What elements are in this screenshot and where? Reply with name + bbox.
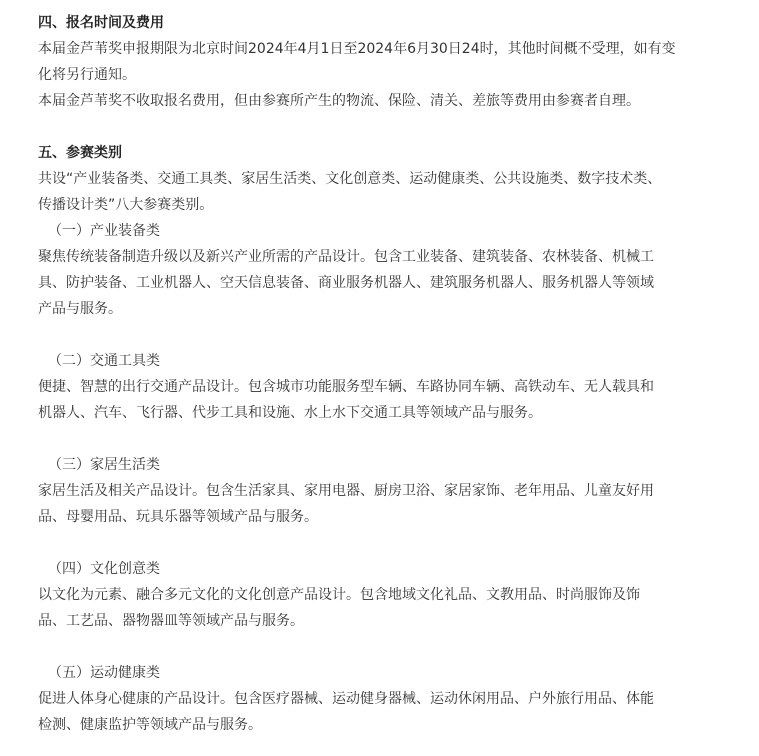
paragraph-line: 家居生活及相关产品设计。包含生活家具、家用电器、厨房卫浴、家居家饰、老年用品、儿童友好用 — [38, 483, 654, 499]
paragraph-line: 具、防护装备、工业机器人、空天信息装备、商业服务机器人、建筑服务机器人、服务机器人等领域 — [38, 275, 654, 291]
category-title-home-living: （三）家居生活类 — [48, 457, 160, 473]
paragraph-line: 共设“产业装备类、交通工具类、家居生活类、文化创意类、运动健康类、公共设施类、数字技术类、 — [38, 171, 662, 187]
paragraph-line: 机器人、汽车、飞行器、代步工具和设施、水上水下交通工具等领域产品与服务。 — [38, 405, 542, 421]
category-title-transportation: （二）交通工具类 — [48, 353, 160, 369]
paragraph-line: 化将另行通知。 — [38, 67, 136, 83]
paragraph-line: 本届金芦苇奖申报期限为北京时间2024年4月1日至2024年6月30日24时，其他时间概不受理，如有变 — [38, 41, 676, 57]
category-title-industrial-equipment: （一）产业装备类 — [48, 223, 160, 239]
paragraph-line: 产品与服务。 — [38, 301, 122, 317]
category-title-sports-health: （五）运动健康类 — [48, 665, 160, 681]
paragraph-line: 促进人体身心健康的产品设计。包含医疗器械、运动健身器械、运动休闲用品、户外旅行用品、体能 — [38, 691, 654, 707]
section-heading-categories: 五、参赛类别 — [38, 145, 122, 161]
paragraph-line: 检测、健康监护等领域产品与服务。 — [38, 717, 262, 733]
section-heading-registration: 四、报名时间及费用 — [38, 15, 164, 31]
spacer — [38, 114, 759, 140]
paragraph-line: 聚焦传统装备制造升级以及新兴产业所需的产品设计。包含工业装备、建筑装备、农林装备、机械工 — [38, 249, 654, 265]
paragraph-line: 品、母婴用品、玩具乐器等领域产品与服务。 — [38, 509, 318, 525]
spacer — [38, 426, 759, 452]
paragraph-line: 便捷、智慧的出行交通产品设计。包含城市功能服务型车辆、车路协同车辆、高铁动车、无人载具和 — [38, 379, 654, 395]
paragraph-line: 传播设计类”八大参赛类别。 — [38, 197, 214, 213]
spacer — [38, 322, 759, 348]
category-title-cultural-creative: （四）文化创意类 — [48, 561, 160, 577]
paragraph-line: 本届金芦苇奖不收取报名费用，但由参赛所产生的物流、保险、清关、差旅等费用由参赛者自理。 — [38, 93, 640, 109]
paragraph-line: 以文化为元素、融合多元文化的文化创意产品设计。包含地域文化礼品、文教用品、时尚服饰及饰 — [38, 587, 640, 603]
paragraph-line: 品、工艺品、器物器皿等领域产品与服务。 — [38, 613, 304, 629]
spacer — [38, 634, 759, 660]
spacer — [38, 530, 759, 556]
